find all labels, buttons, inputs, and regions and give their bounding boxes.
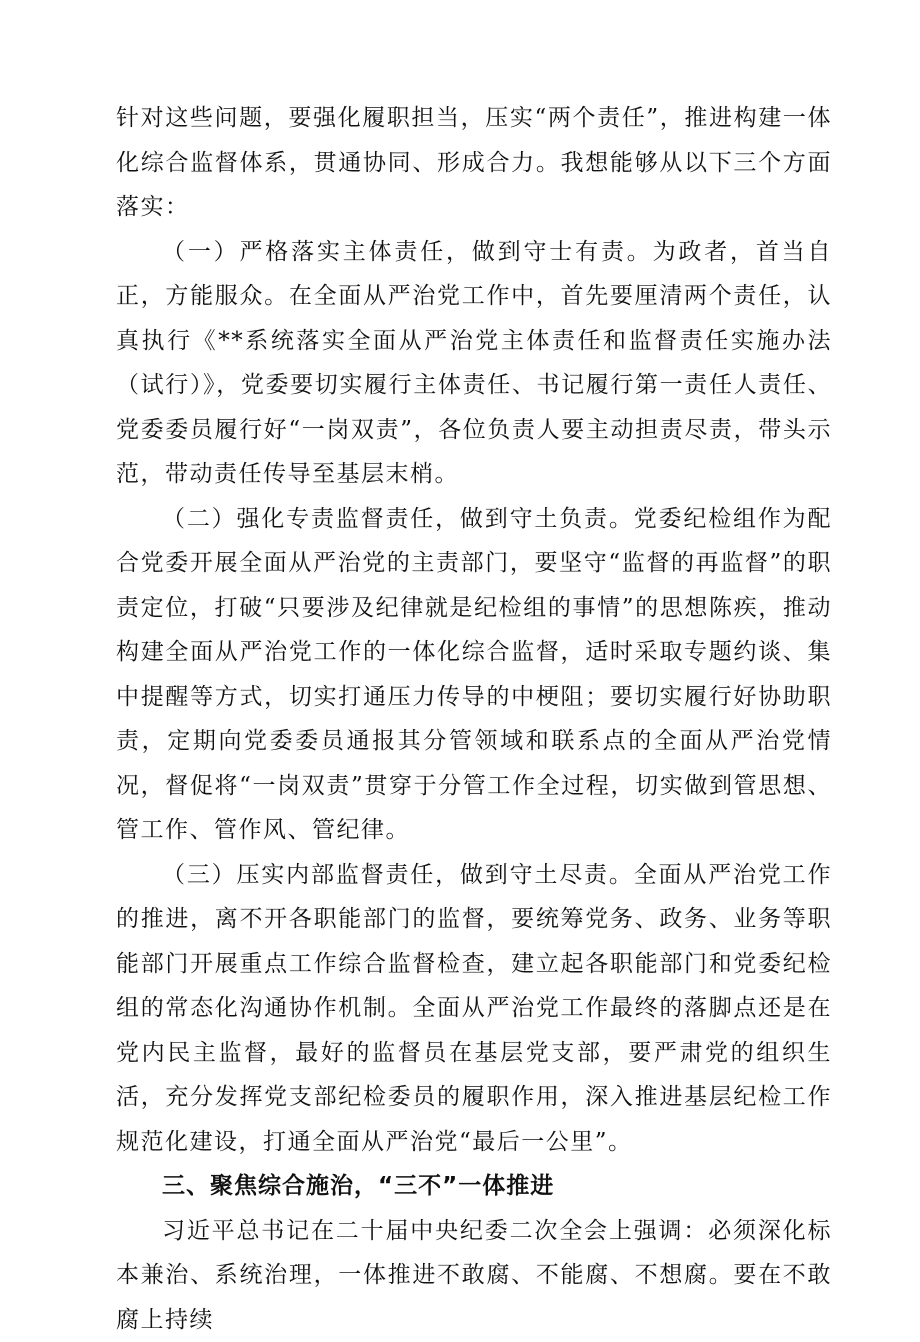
document-body <box>116 96 832 1342</box>
paragraph-section-2: （二）强化专责监督责任，做到守土负责。党委纪检组作为配合党委开展全面从严治党的主责部门，要坚守“监督的再监督”的职责定位，打破“只要涉及纪律就是纪检组的事情”的思想陈疾，推动构建全面从严治党工作的一体化综合监督，适时采取专题约谈、集中提醒等方式，切实打通压力传导的中梗阻；要切实履行好协助职责，定期向党委委员通报其分管领域和联系点的全面从严治党情况，督促将“一岗双责”贯穿于分管工作全过程，切实做到管思想、管工作、管作风、管纪律。 <box>116 497 832 853</box>
paragraph-section-heading-body: 习近平总书记在二十届中央纪委二次全会上强调：必须深化标本兼治、系统治理，一体推进不敢腐、不能腐、不想腐。要在不敢腐上持续 <box>116 1209 832 1342</box>
paragraph-section-3: （三）压实内部监督责任，做到守土尽责。全面从严治党工作的推进，离不开各职能部门的监督，要统筹党务、政务、业务等职能部门开展重点工作综合监督检查，建立起各职能部门和党委纪检组的常态化沟通协作机制。全面从严治党工作最终的落脚点还是在党内民主监督，最好的监督员在基层党支部，要严肃党的组织生活，充分发挥党支部纪检委员的履职作用，深入推进基层纪检工作规范化建设，打通全面从严治党“最后一公里”。 <box>116 853 832 1165</box>
paragraph-intro: 针对这些问题，要强化履职担当，压实“两个责任”，推进构建一体化综合监督体系，贯通协同、形成合力。我想能够从以下三个方面落实： <box>116 96 832 230</box>
paragraph-section-1: （一）严格落实主体责任，做到守士有责。为政者，首当自正，方能服众。在全面从严治党工作中，首先要厘清两个责任，认真执行《**系统落实全面从严治党主体责任和监督责任实施办法（试行）》，党委要切实履行主体责任、书记履行第一责任人责任、党委委员履行好“一岗双责”，各位负责人要主动担责尽责，带头示范，带动责任传导至基层末梢。 <box>116 230 832 497</box>
section-heading: 三、聚焦综合施治，“三不”一体推进 <box>116 1164 832 1209</box>
